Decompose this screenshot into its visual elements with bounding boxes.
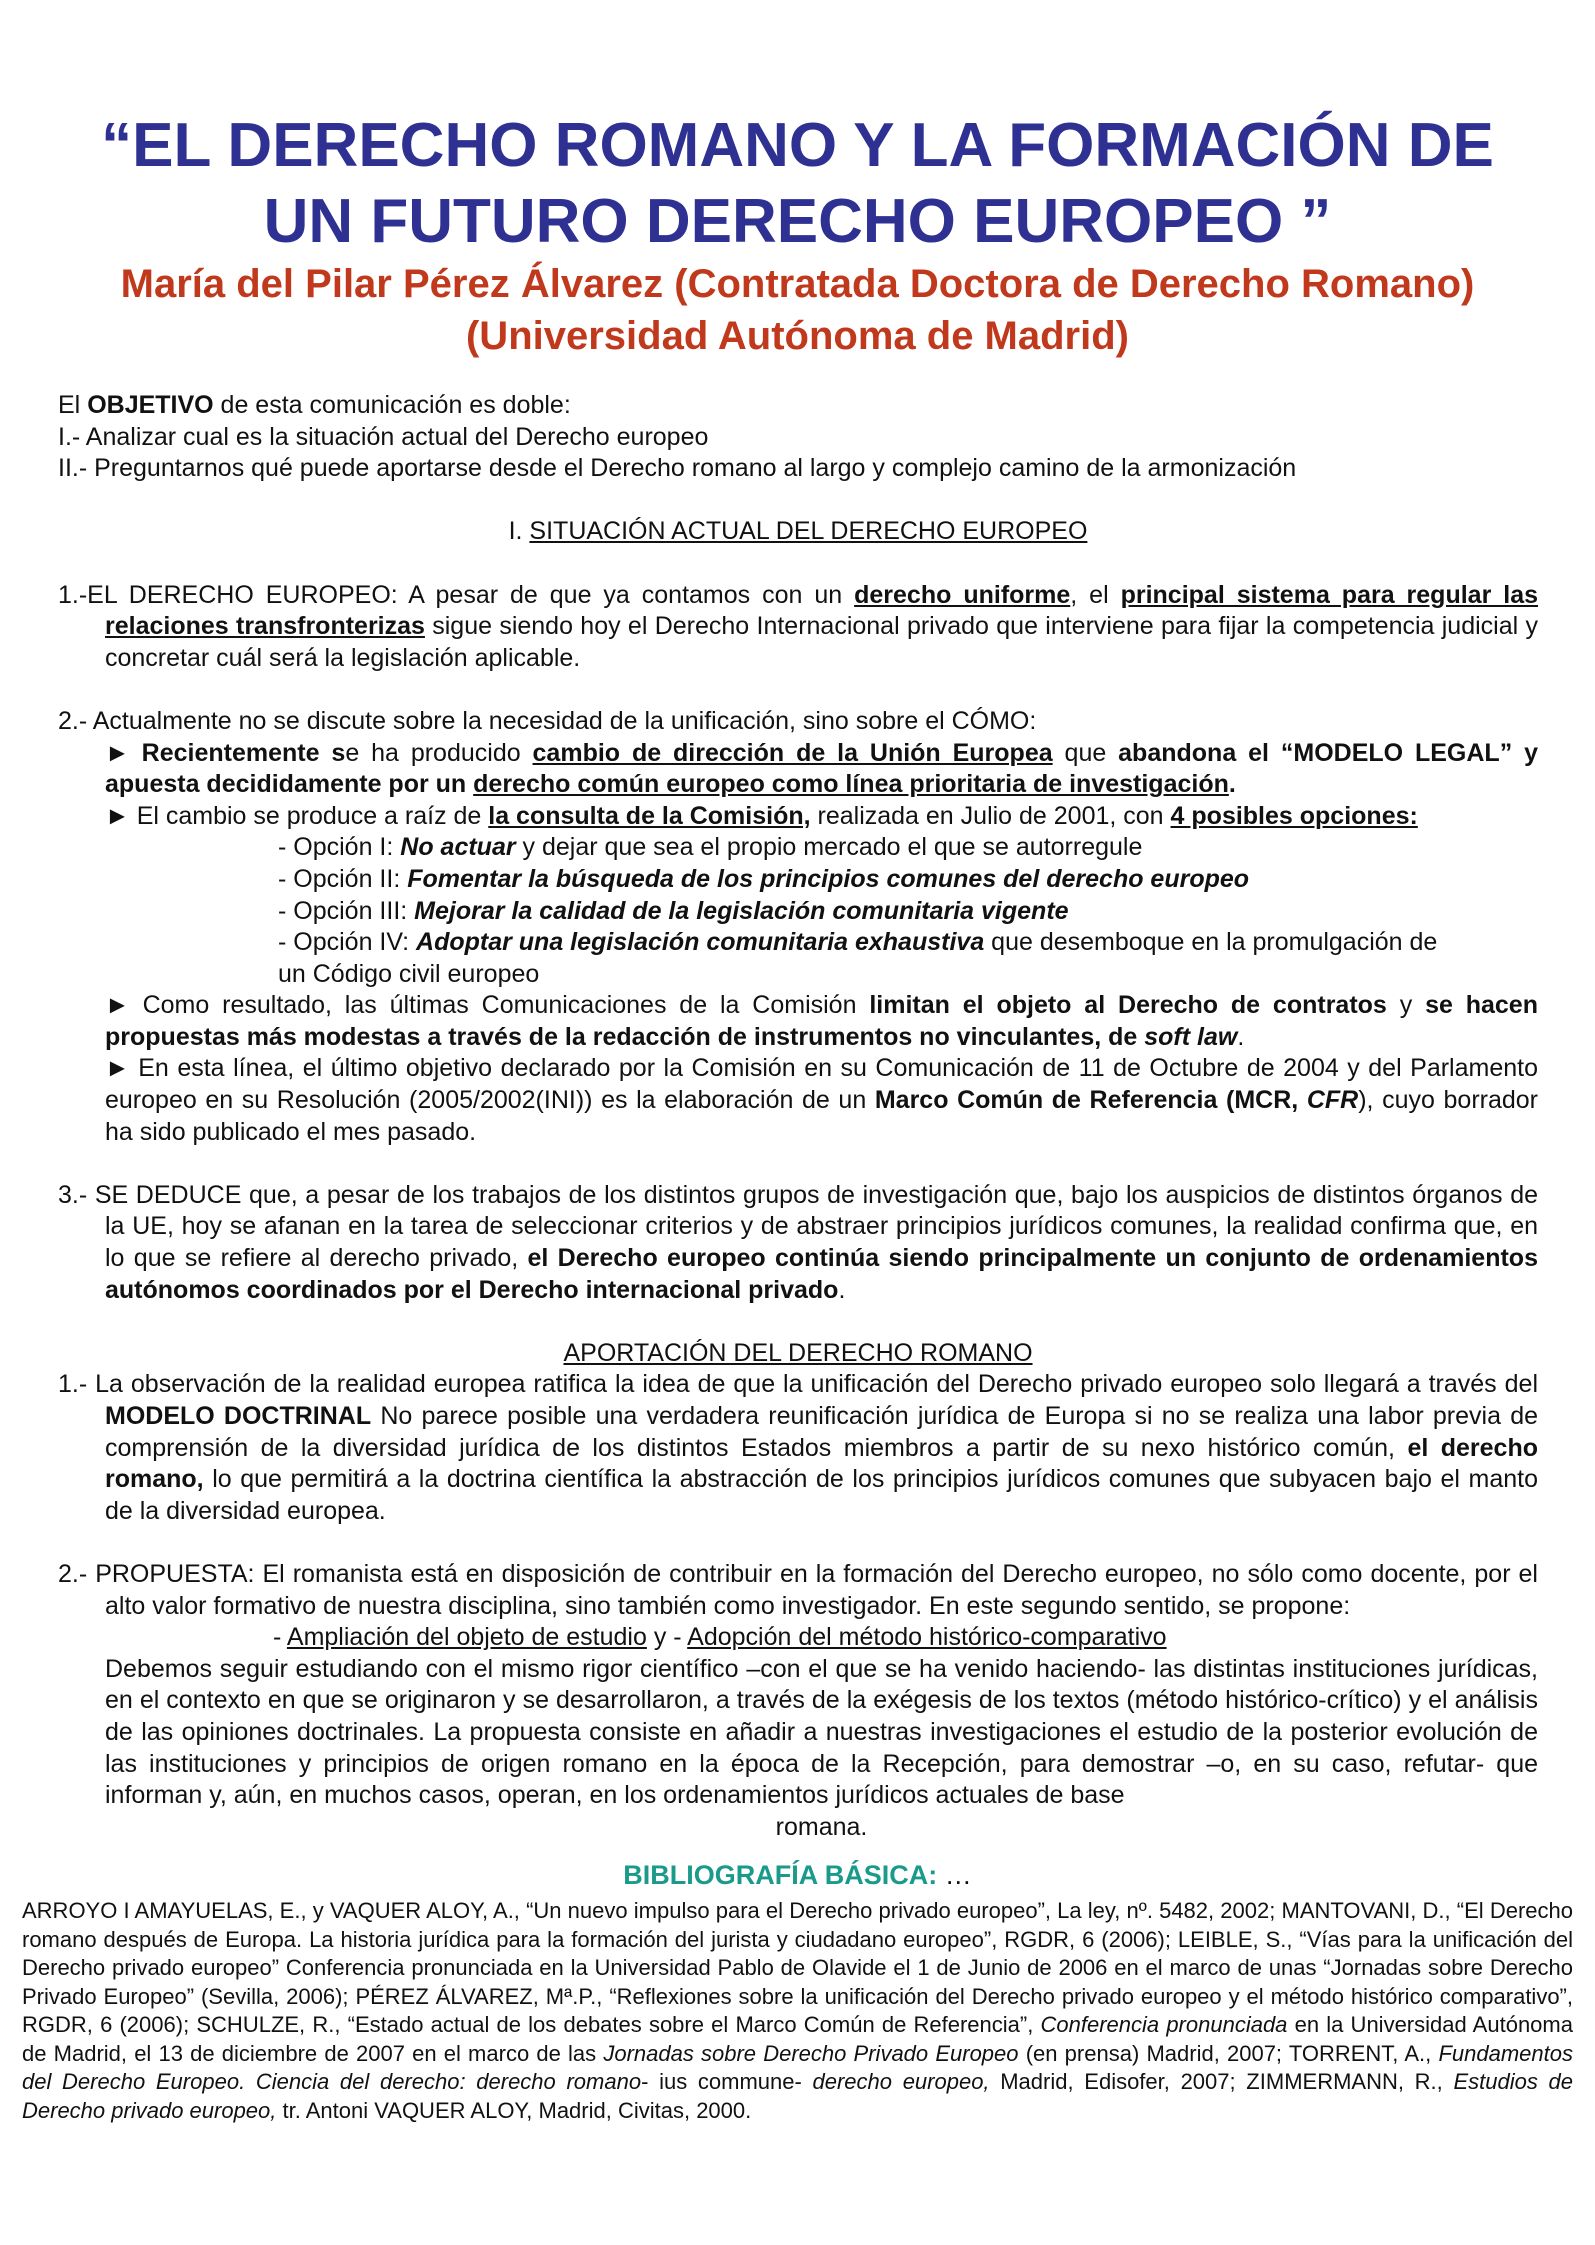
bib-i1: Conferencia pronunciada xyxy=(1040,2012,1288,2037)
b3-f: . xyxy=(1237,1022,1245,1051)
author-line-2: (Universidad Autónoma de Madrid) xyxy=(465,314,1129,358)
option-4 xyxy=(58,927,1538,959)
s1p1-e: sigue siendo hoy el Derecho Internacional privado que interviene para fijar la competencia judicial y concretar cuál será la legislación aplicable. xyxy=(105,612,1538,672)
b2-d: 4 posibles opciones: xyxy=(1170,801,1418,830)
b3-c: y xyxy=(1386,991,1426,1020)
objective-item-2: II.- Preguntarnos qué puede aportarse desde el Derecho romano al largo y complejo camino de la armonización xyxy=(58,454,1297,483)
s2-opt-c: y - xyxy=(646,1623,688,1652)
opt1-b: No actuar xyxy=(400,833,516,862)
section1-heading-text: SITUACIÓN ACTUAL DEL DERECHO EUROPEO xyxy=(529,517,1088,546)
b1-c: cambio de dirección de la Unión Europea xyxy=(532,738,1053,767)
bullet-arrow-icon: ► xyxy=(105,738,142,767)
s2p1-d: el derecho romano, xyxy=(105,1433,1538,1494)
bib-i4: derecho europeo, xyxy=(812,2069,990,2094)
objective-intro xyxy=(58,390,1538,422)
section1-bullet-4 xyxy=(58,1053,1538,1148)
b1-b: e ha producido xyxy=(345,738,533,767)
bib-i3: Fundamentos del Derecho Europeo. Ciencia del derecho: derecho romano xyxy=(22,2040,1573,2094)
title-line-2: UN FUTURO DERECHO EUROPEO ” xyxy=(263,187,1332,256)
section1-heading xyxy=(58,516,1538,548)
b1-f: derecho común europeo como línea prioritaria de investigación xyxy=(473,770,1229,799)
bibliography-text xyxy=(22,1897,1573,2125)
bibliography-heading-text: BIBLIOGRAFÍA BÁSICA: xyxy=(623,1860,938,1890)
option-3 xyxy=(58,896,1538,928)
b1-e: abandona el “MODELO LEGAL” y apuesta decididamente por un xyxy=(105,738,1539,799)
s1p1-d: principal sistema para regular las relaciones transfronterizas xyxy=(105,580,1539,641)
s1p3-a: 3.- SE DEDUCE que, a pesar de los trabajos de los distintos grupos de investigación que, bajo los auspicios de distintos órganos de la UE, hoy se afanan en la tarea de seleccionar criterios y de abstraer principios jurídicos comunes, la realidad confirma que, en lo que se refiere al derecho privado, xyxy=(58,1180,1538,1273)
bib-t6: tr. Antoni VAQUER ALOY, Madrid, Civitas, 2000. xyxy=(276,2097,752,2123)
section2-heading xyxy=(58,1338,1538,1370)
section2-proposal-last: romana. xyxy=(775,1812,868,1841)
opt4-b: Adoptar una legislación comunitaria exhaustiva xyxy=(416,928,985,957)
b1-a: Recientemente s xyxy=(141,738,346,767)
s2p1-e: lo que permitirá a la doctrina científica la abstracción de los principios jurídicos comunes que subyacen bajo el manto de la diversidad europea. xyxy=(105,1465,1538,1525)
opt2-b: Fomentar la búsqueda de los principios comunes del derecho europeo xyxy=(407,864,1250,893)
b3-d: se hacen propuestas más modestas a través de la redacción de instrumentos no vinculantes, de xyxy=(105,991,1538,1051)
section2-paragraph-2: 2.- PROPUESTA: El romanista está en disposición de contribuir en la formación del Derecho europeo, no sólo como docente, por el alto valor formativo de nuestra disciplina, sino también como investigador. En este segundo sentido, se propone: xyxy=(58,1559,1538,1620)
section2-paragraph-1 xyxy=(58,1369,1538,1527)
section2-proposal-body: Debemos seguir estudiando con el mismo rigor científico –con el que se ha venido haciendo- las distintas instituciones jurídicas, en el contexto en que se originaron y se desarrollaron, a través de la exégesis de los textos (método histórico-crítico) y el análisis de las opiniones doctrinales. La propuesta consiste en añadir a nuestras investigaciones el estudio de la posterior evolución de las instituciones y principios de origen romano en la época de la Recepción, para demostrar –o, en su caso, refutar- que informan y, aún, en muchos casos, operan, en los ordenamientos jurídicos actuales de base xyxy=(105,1654,1538,1810)
option-2 xyxy=(58,864,1538,896)
objective-bold: OBJETIVO xyxy=(87,391,214,419)
b1-g: . xyxy=(1228,770,1236,799)
bib-t2: en la Universidad Autónoma de Madrid, el 13 de diciembre de 2007 en el marco de las xyxy=(22,2012,1573,2066)
s2p1-c: No parece posible una verdadera reunificación jurídica de Europa si no se realiza una labor previa de comprensión de la diversidad jurídica de los distintos Estados miembros a partir de su nexo histórico común, xyxy=(105,1402,1539,1462)
opt3-b: Mejorar la calidad de la legislación comunitaria vigente xyxy=(414,896,1069,925)
poster-title xyxy=(0,108,1595,260)
option-1 xyxy=(58,832,1538,864)
opt1-a: - Opción I: xyxy=(278,833,401,862)
author-line-1: María del Pilar Pérez Álvarez (Contratada Doctora de Derecho Romano) xyxy=(120,262,1475,306)
opt4-c: que desemboque en la promulgación de xyxy=(984,928,1438,957)
main-body xyxy=(58,390,1538,1843)
b2-a: ► El cambio se produce a raíz de xyxy=(105,801,489,830)
objective-pre: El xyxy=(58,391,88,419)
b2-b: la consulta de la Comisión, xyxy=(488,801,811,830)
bib-i2: Jornadas sobre Derecho Privado Europeo xyxy=(603,2040,1019,2066)
section1-heading-prefix: I. xyxy=(508,517,530,546)
b4-c: CFR xyxy=(1306,1086,1359,1115)
s1p1-b: derecho uniforme xyxy=(854,580,1071,609)
section1-paragraph-3 xyxy=(58,1180,1538,1306)
s2-opt-a: - xyxy=(273,1623,287,1652)
bib-t1: ARROYO I AMAYUELAS, E., y VAQUER ALOY, A., “Un nuevo impulso para el Derecho privado europeo”, La ley, nº. 5482, 2002; MANTOVANI, D., “El Derecho romano después de Europa. La historia jurídica para la formación del jurista y ciudadano europeo”, RGDR, 6 (2006); LEIBLE, S., “Vías para la unificación del Derecho privado europeo” Conferencia pronunciada en la Universidad Pablo de Olavide el 1 de Junio de 2006 en el marco de unas “Jornadas sobre Derecho Privado Europeo” (Sevilla, 2006); PÉREZ ÁLVAREZ, Mª.P., “Reflexiones sobre la unificación del Derecho privado europeo y el método histórico comparativo”, RGDR, 6 (2006); SCHULZE, R., “Estado actual de los debates sobre el Marco Común de Referencia”, xyxy=(22,1898,1573,2037)
s1p3-b: el Derecho europeo continúa siendo principalmente un conjunto de ordenamientos autónomos coordinados por el Derecho internacional privado xyxy=(105,1244,1538,1304)
opt3-a: - Opción III: xyxy=(278,896,415,925)
b1-d: que xyxy=(1052,738,1119,767)
b3-e: soft law xyxy=(1144,1022,1238,1051)
author-block xyxy=(0,258,1595,362)
bibliography-heading xyxy=(0,1858,1595,1892)
opt1-c: y dejar que sea el propio mercado el que se autorregule xyxy=(515,833,1143,862)
bib-t3: (en prensa) Madrid, 2007; TORRENT, A., xyxy=(1018,2040,1439,2066)
b3-b: limitan el objeto al Derecho de contratos xyxy=(869,991,1387,1020)
bib-t4: - ius commune- xyxy=(641,2069,813,2094)
section2-proposal-options xyxy=(58,1622,1538,1654)
section1-bullet-2 xyxy=(58,801,1538,833)
bib-t5: Madrid, Edisofer, 2007; ZIMMERMANN, R., xyxy=(989,2069,1454,2094)
b2-c: realizada en Julio de 2001, con xyxy=(810,801,1171,830)
objective-post: de esta comunicación es doble: xyxy=(213,391,571,419)
section1-paragraph-2-intro: 2.- Actualmente no se discute sobre la necesidad de la unificación, sino sobre el CÓMO: xyxy=(58,706,1037,735)
section1-bullet-1 xyxy=(58,738,1538,801)
section2-heading-text: APORTACIÓN DEL DERECHO ROMANO xyxy=(563,1338,1033,1367)
b3-a: ► Como resultado, las últimas Comunicaciones de la Comisión xyxy=(105,991,870,1020)
b4-d: ), cuyo borrador ha sido publicado el mes pasado. xyxy=(105,1086,1538,1146)
objective-item-1: I.- Analizar cual es la situación actual del Derecho europeo xyxy=(58,422,709,451)
bibliography-heading-suffix: … xyxy=(937,1860,972,1890)
option-4-cont: un Código civil europeo xyxy=(278,959,540,988)
s2p1-a: 1.- La observación de la realidad europea ratifica la idea de que la unificación del Derecho privado europeo solo llegará a través del xyxy=(58,1370,1538,1399)
b4-a: ► En esta línea, el último objetivo declarado por la Comisión en su Comunicación de 11 de Octubre de 2004 y del Parlamento europeo en su Resolución (2005/2002(INI)) es la elaboración de un xyxy=(105,1054,1538,1115)
opt2-a: - Opción II: xyxy=(278,864,408,893)
opt4-a: - Opción IV: xyxy=(278,928,417,957)
s1p1-a: 1.-EL DERECHO EUROPEO: A pesar de que ya contamos con un xyxy=(58,580,855,609)
section1-bullet-3 xyxy=(58,990,1538,1053)
s2p1-b: MODELO DOCTRINAL xyxy=(105,1402,372,1430)
s1p1-c: , el xyxy=(1070,580,1121,609)
bib-i5: Estudios de Derecho privado europeo, xyxy=(22,2069,1573,2123)
b4-b: Marco Común de Referencia (MCR, xyxy=(874,1086,1307,1115)
s2-opt-b: Ampliación del objeto de estudio xyxy=(286,1623,647,1652)
s1p3-c: . xyxy=(838,1275,846,1304)
section1-paragraph-1 xyxy=(58,580,1538,675)
s2-opt-d: Adopción del método histórico-comparativo xyxy=(687,1623,1167,1652)
title-line-1: “EL DERECHO ROMANO Y LA FORMACIÓN DE xyxy=(101,111,1494,180)
